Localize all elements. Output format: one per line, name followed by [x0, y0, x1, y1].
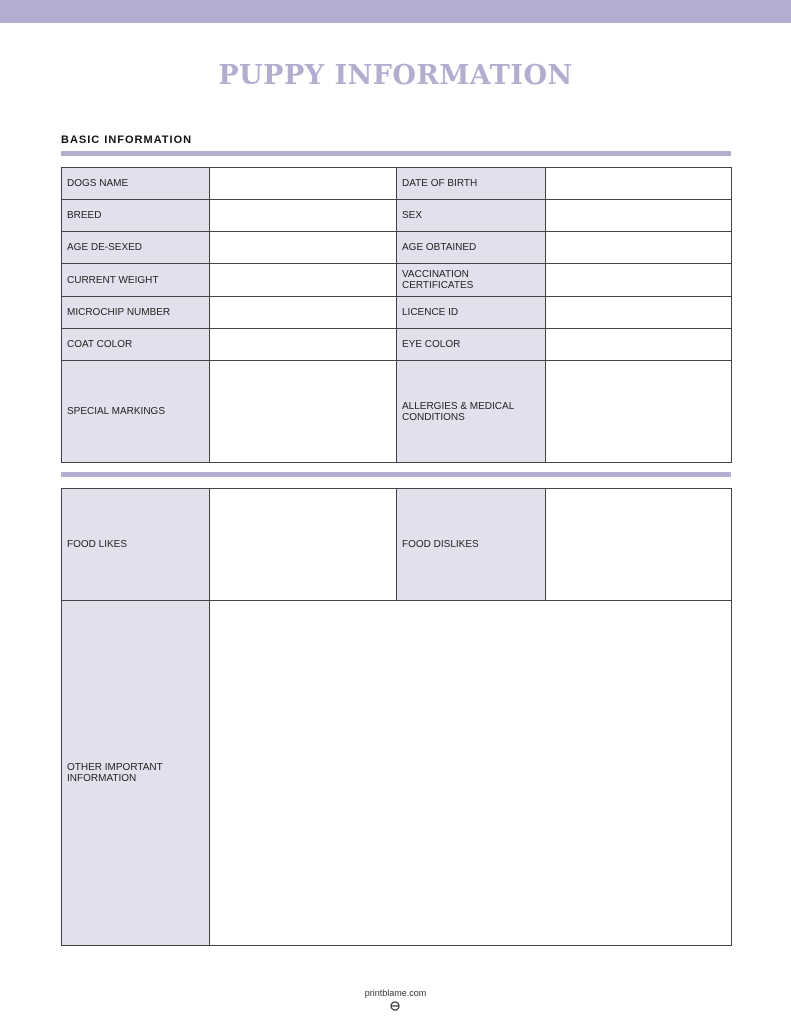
food-likes-label: FOOD LIKES	[62, 489, 210, 601]
vaccination-certificates-label: VACCINATION CERTIFICATES	[397, 264, 546, 297]
page-title: PUPPY INFORMATION	[218, 60, 573, 91]
date-of-birth-label: DATE OF BIRTH	[397, 168, 546, 200]
section-heading-basic-information: BASIC INFORMATION	[61, 134, 193, 146]
dogs-name-field[interactable]	[210, 168, 397, 200]
special-markings-field[interactable]	[210, 361, 397, 463]
age-de-sexed-label: AGE DE-SEXED	[62, 232, 210, 264]
table-row	[62, 361, 732, 463]
sex-field[interactable]	[546, 200, 732, 232]
microchip-number-label: MICROCHIP NUMBER	[62, 297, 210, 329]
table-row	[62, 232, 732, 264]
age-obtained-field[interactable]	[546, 232, 732, 264]
food-dislikes-field[interactable]	[546, 489, 732, 601]
table-row	[62, 297, 732, 329]
allergies-medical-conditions-label: ALLERGIES & MEDICAL CONDITIONS	[397, 361, 546, 463]
breed-field[interactable]	[210, 200, 397, 232]
age-obtained-label: AGE OBTAINED	[397, 232, 546, 264]
current-weight-field[interactable]	[210, 264, 397, 297]
table-row	[62, 329, 732, 361]
table-row	[62, 601, 732, 946]
section-divider	[61, 151, 731, 156]
basic-information-table	[61, 167, 732, 463]
microchip-number-field[interactable]	[210, 297, 397, 329]
other-important-information-field[interactable]	[210, 601, 732, 946]
other-important-information-label: OTHER IMPORTANT INFORMATION	[62, 601, 210, 946]
table-row	[62, 200, 732, 232]
eye-color-label: EYE COLOR	[397, 329, 546, 361]
footer-site-name: printblame.com	[364, 988, 427, 998]
table-row	[62, 168, 732, 200]
food-likes-field[interactable]	[210, 489, 397, 601]
licence-id-label: LICENCE ID	[397, 297, 546, 329]
date-of-birth-field[interactable]	[546, 168, 732, 200]
table-row	[62, 489, 732, 601]
dogs-name-label: DOGS NAME	[62, 168, 210, 200]
allergies-medical-conditions-field[interactable]	[546, 361, 732, 463]
section-divider	[61, 472, 731, 477]
sex-label: SEX	[397, 200, 546, 232]
coat-color-label: COAT COLOR	[62, 329, 210, 361]
current-weight-label: CURRENT WEIGHT	[62, 264, 210, 297]
breed-label: BREED	[62, 200, 210, 232]
age-de-sexed-field[interactable]	[210, 232, 397, 264]
eye-color-field[interactable]	[546, 329, 732, 361]
special-markings-label: SPECIAL MARKINGS	[62, 361, 210, 463]
food-and-other-table	[61, 488, 732, 946]
printblame-logo-icon	[390, 1001, 400, 1011]
vaccination-certificates-field[interactable]	[546, 264, 732, 297]
top-accent-band	[0, 0, 791, 23]
licence-id-field[interactable]	[546, 297, 732, 329]
food-dislikes-label: FOOD DISLIKES	[397, 489, 546, 601]
coat-color-field[interactable]	[210, 329, 397, 361]
table-row	[62, 264, 732, 297]
